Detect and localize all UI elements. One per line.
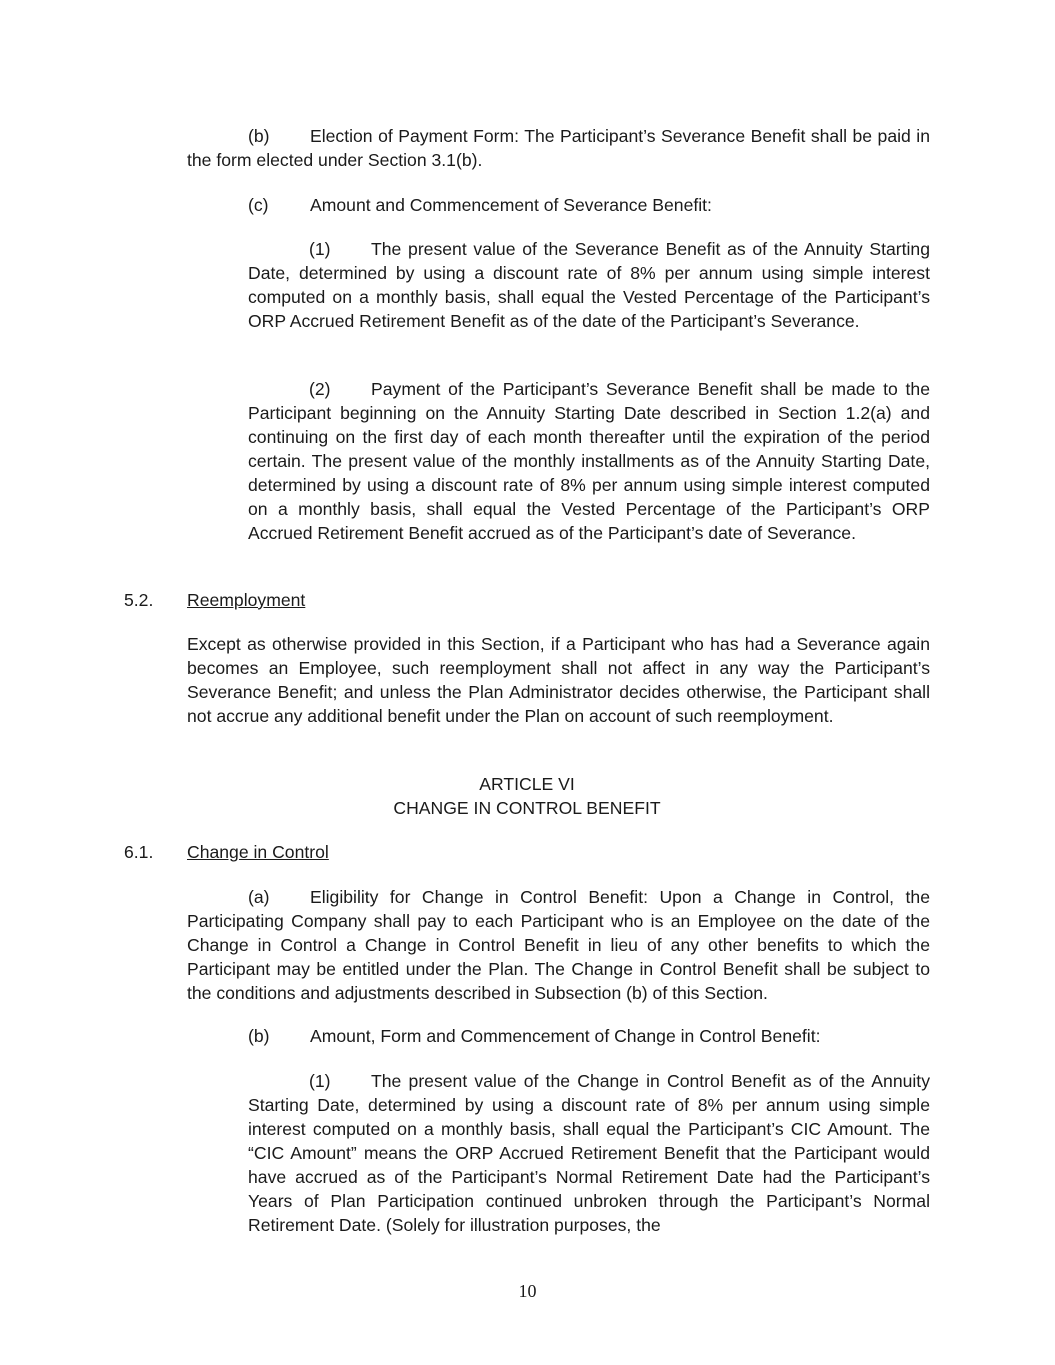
paragraph-text: Amount and Commencement of Severance Benefit: <box>310 195 712 215</box>
paragraph-text: Eligibility for Change in Control Benefit: Upon a Change in Control, the Participating Company shall pay to each Participant who is an Employee on the date of the Change in Control a Change in Control Benefit in lieu of any other benefits to which the Participant may be entitled under the Plan. The Change in Control Benefit shall be subject to the conditions and adjustments described in Subsection (b) of this Section. <box>187 887 930 1003</box>
article-heading <box>187 772 867 820</box>
section-number: 6.1. <box>124 842 154 862</box>
paragraph-text: Except as otherwise provided in this Section, if a Participant who has had a Severance again becomes an Employee, such reemployment shall not affect in any way the Participant’s Severance Benefit; and unless the Plan Administrator decides otherwise, the Participant shall not accrue any additional benefit under the Plan on account of such reemployment. <box>187 634 930 726</box>
section-title: Reemployment <box>187 590 306 610</box>
paragraph-6-1-a <box>187 885 930 1005</box>
paragraph-6-1-b-1 <box>248 1069 930 1237</box>
paragraph-5-2 <box>187 632 930 728</box>
item-label: (b) <box>248 126 270 146</box>
item-label: (1) <box>309 1071 331 1091</box>
paragraph-text: The present value of the Change in Control Benefit as of the Annuity Starting Date, determined by using a discount rate of 8% per annum using simple interest computed on a monthly basis, shall equal the Participant’s CIC Amount. The “CIC Amount” means the ORP Accrued Retirement Benefit that the Participant would have accrued as of the Participant’s Normal Retirement Date had the Participant’s Years of Plan Participation continued unbroken through the Participant’s Normal Retirement Date. (Solely for illustration purposes, the <box>248 1071 930 1235</box>
paragraph-text: The present value of the Severance Benefit as of the Annuity Starting Date, determined by using a discount rate of 8% per annum using simple interest computed on a monthly basis, shall equal the Vested Percentage of the Participant’s ORP Accrued Retirement Benefit as of the date of the Participant’s Severance. <box>248 239 930 331</box>
article-title: CHANGE IN CONTROL BENEFIT <box>393 798 661 818</box>
section-number: 5.2. <box>124 590 154 610</box>
section-heading-5-2 <box>124 588 305 612</box>
paragraph-text: Payment of the Participant’s Severance Benefit shall be made to the Participant beginning on the Annuity Starting Date described in Section 1.2(a) and continuing on the first day of each month thereafter until the expiration of the period certain. The present value of the monthly installments as of the Annuity Starting Date, determined by using a discount rate of 8% per annum using simple interest computed on a monthly basis, shall equal the Vested Percentage of the Participant’s ORP Accrued Retirement Benefit accrued as of the Participant’s date of Severance. <box>248 379 930 543</box>
section-title: Change in Control <box>187 842 329 862</box>
paragraph-5-1-c-2 <box>248 377 930 545</box>
item-label: (c) <box>248 195 269 215</box>
item-label: (a) <box>248 887 270 907</box>
paragraph-5-1-c-1 <box>248 237 930 333</box>
item-label: (b) <box>248 1026 270 1046</box>
paragraph-5-1-b <box>187 124 930 172</box>
paragraph-text: Amount, Form and Commencement of Change in Control Benefit: <box>310 1026 821 1046</box>
paragraph-5-1-c <box>248 193 930 217</box>
paragraph-6-1-b <box>248 1024 930 1048</box>
item-label: (2) <box>309 379 331 399</box>
page-number: 10 <box>518 1281 537 1301</box>
article-number: ARTICLE VI <box>479 774 575 794</box>
paragraph-text: Election of Payment Form: The Participant’s Severance Benefit shall be paid in the form elected under Section 3.1(b). <box>187 126 930 170</box>
section-heading-6-1 <box>124 840 329 864</box>
item-label: (1) <box>309 239 331 259</box>
